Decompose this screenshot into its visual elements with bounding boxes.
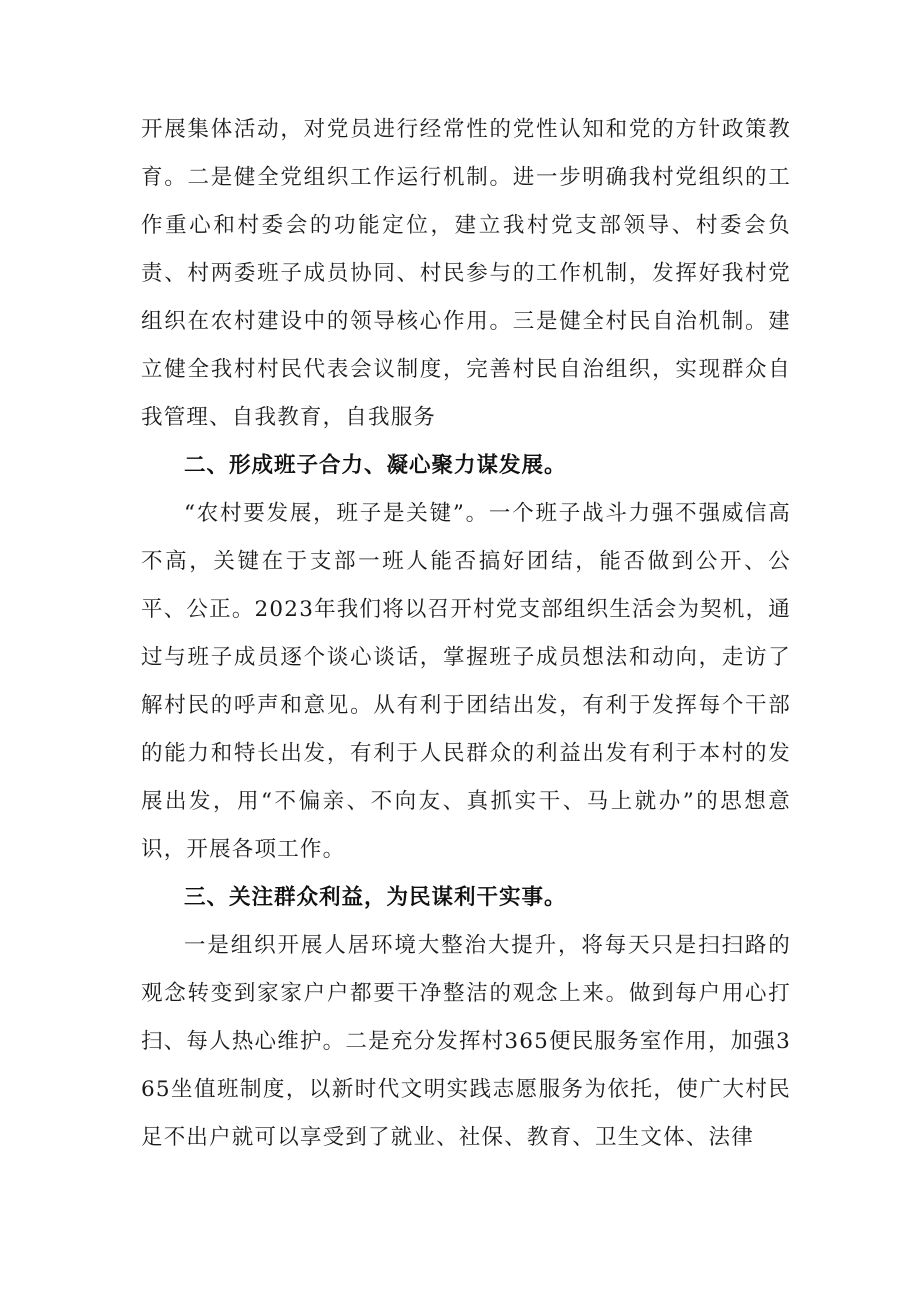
paragraph-team-unity: “农村要发展，班子是关键”。一个班子战斗力强不强威信高不高，关键在于支部一班人能否搞好团结，能否做到公开、公平、公正。2023年我们将以召开村党支部组织生活会为契机，通过与班子成员逐个谈心谈话，掌握班子成员想法和动向，走访了解村民的呼声和意见。从有利于团结出发，有利于发挥每个干部的能力和特长出发，有利于人民群众的利益出发有利于本村的发展出发，用“不偏亲、不向友、真抓实干、马上就办”的思想意识，开展各项工作。 <box>141 501 791 862</box>
paragraph-public-interest: 一是组织开展人居环境大整治大提升，将每天只是扫扫路的观念转变到家家户户都要干净整洁的观念上来。做到每户用心打扫、每人热心维护。二是充分发挥村365便民服务室作用，加强365坐值班制度，以新时代文明实践志愿服务为依托，使广大村民足不出户就可以享受到了就业、社保、教育、卫生文体、法律 <box>141 933 791 1150</box>
paragraph-party-mechanisms: 开展集体活动，对党员进行经常性的党性认知和党的方针政策教育。二是健全党组织工作运行机制。进一步明确我村党组织的工作重心和村委会的功能定位，建立我村党支部领导、村委会负责、村两委班子成员协同、村民参与的工作机制，发挥好我村党组织在农村建设中的领导核心作用。三是健全村民自治机制。建立健全我村村民代表会议制度，完善村民自治组织，实现群众自我管理、自我教育，自我服务 <box>141 117 791 430</box>
document-body <box>141 106 791 1162</box>
section-heading-2: 二、形成班子合力、凝心聚力谋发展。 <box>184 453 567 478</box>
section-heading-3: 三、关注群众利益，为民谋利干实事。 <box>184 885 567 910</box>
